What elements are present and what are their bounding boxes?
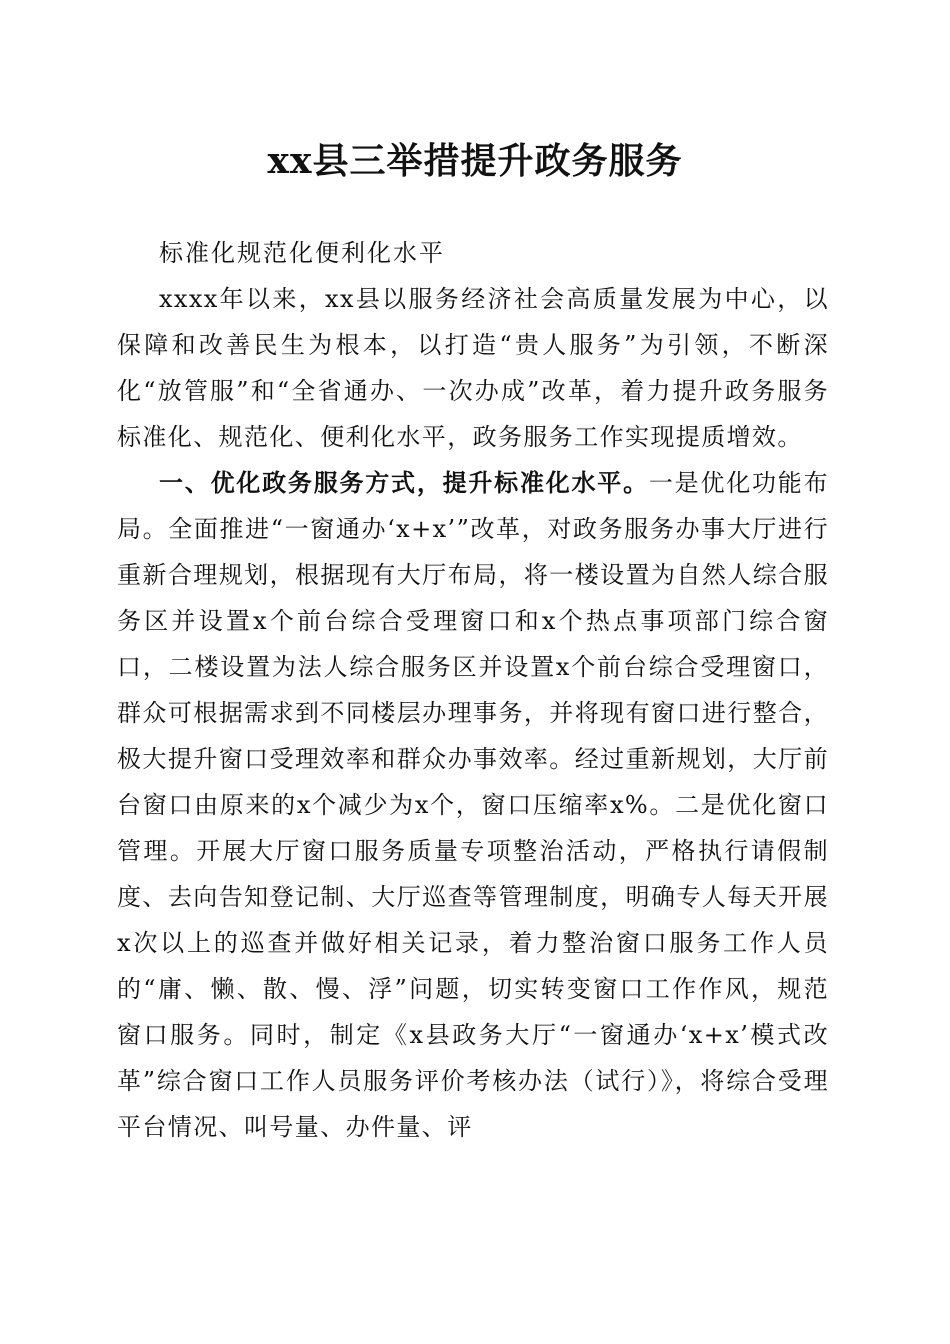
subtitle-paragraph: 标准化规范化便利化水平 (159, 239, 445, 267)
document-body (117, 230, 829, 1150)
section-1-heading: 一、优化政务服务方式，提升标准化水平。 (159, 469, 649, 497)
document-title: xx县三举措提升政务服务 (267, 140, 683, 182)
intro-paragraph: xxxx年以来，xx县以服务经济社会高质量发展为中心，以保障和改善民生为根本，以打造“贵人服务”为引领，不断深化“放管服”和“全省通办、一次办成”改革，着力提升政务服务标准化、规范化、便利化水平，政务服务工作实现提质增效。 (117, 285, 829, 451)
section-1-body: 一是优化功能布局。全面推进“一窗通办‘x+x’”改革，对政务服务办事大厅进行重新合理规划，根据现有大厅布局，将一楼设置为自然人综合服务区并设置x个前台综合受理窗口和x个热点事项部门综合窗口，二楼设置为法人综合服务区并设置x个前台综合受理窗口，群众可根据需求到不同楼层办理事务，并将现有窗口进行整合，极大提升窗口受理效率和群众办事效率。经过重新规划，大厅前台窗口由原来的x个减少为x个，窗口压缩率x%。二是优化窗口管理。开展大厅窗口服务质量专项整治活动，严格执行请假制度、去向告知登记制、大厅巡查等管理制度，明确专人每天开展x次以上的巡查并做好相关记录，着力整治窗口服务工作人员的“庸、懒、散、慢、浮”问题，切实转变窗口工作作风，规范窗口服务。同时，制定《x县政务大厅“一窗通办‘x+x’模式改革”综合窗口工作人员服务评价考核办法（试行）》，将综合受理平台情况、叫号量、办件量、评 (117, 469, 829, 1141)
section-1-paragraph (117, 460, 829, 1150)
